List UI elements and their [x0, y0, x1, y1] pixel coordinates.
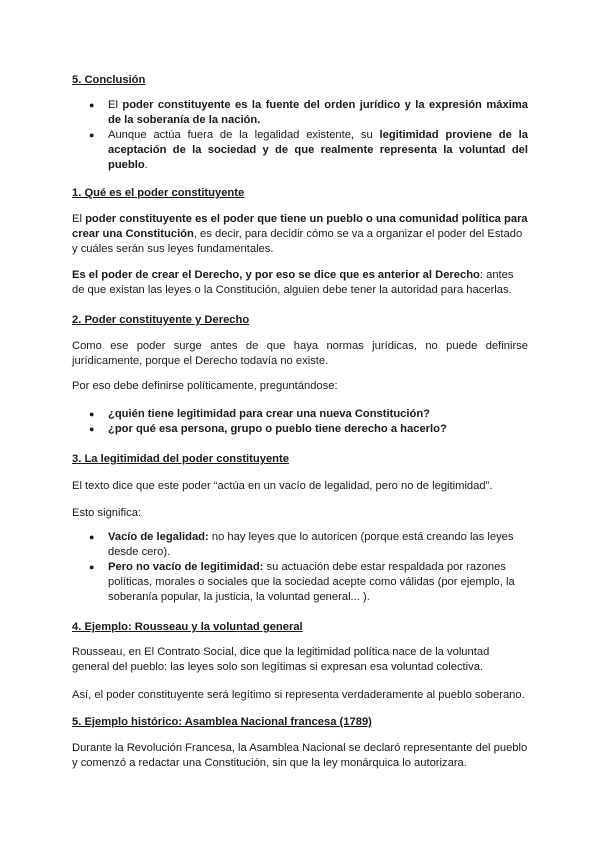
- paragraph: Es el poder de crear el Derecho, y por eso se dice que es anterior al Derecho: antes de que existan las leyes o la Constitución, alguien debe tener la autoridad para hacerlas.: [72, 269, 514, 296]
- list-item: ● El poder constituyente es la fuente del orden jurídico y la expresión máxima de la soberanía de la nación.: [72, 98, 528, 128]
- list-item: ● ¿por qué esa persona, grupo o pueblo tiene derecho a hacerlo?: [72, 422, 528, 437]
- paragraph: El texto dice que este poder “actúa en un vacío de legalidad, pero no de legitimidad”.: [72, 480, 493, 492]
- paragraph: Así, el poder constituyente será legítimo si representa verdaderamente al pueblo soberano.: [72, 689, 525, 701]
- section-heading: 3. La legitimidad del poder constituyente: [72, 453, 289, 465]
- conclusion-heading: 5. Conclusión: [72, 74, 146, 86]
- section-heading: 4. Ejemplo: Rousseau y la voluntad general: [72, 621, 303, 633]
- paragraph: El poder constituyente es el poder que tiene un pueblo o una comunidad política para crear una Constitución, es decir, para decidir cómo se va a organizar el poder del Estado y cuáles serán sus leyes fundamentales.: [72, 213, 528, 255]
- list-item: ● Aunque actúa fuera de la legalidad existente, su legitimidad proviene de la aceptación de la sociedad y de que realmente representa la voluntad del pueblo.: [72, 128, 528, 173]
- list-item: ● ¿quién tiene legitimidad para crear una nueva Constitución?: [72, 407, 528, 422]
- section-heading: 2. Poder constituyente y Derecho: [72, 314, 250, 326]
- list-item: ● Vacío de legalidad: no hay leyes que lo autoricen (porque está creando las leyes desde cero).: [72, 530, 528, 560]
- section-heading: 1. Qué es el poder constituyente: [72, 187, 245, 199]
- paragraph: Como ese poder surge antes de que haya normas jurídicas, no puede definirse jurídicamente, porque el Derecho todavía no existe.: [72, 340, 528, 367]
- section-heading: 5. Ejemplo histórico: Asamblea Nacional francesa (1789): [72, 716, 372, 728]
- paragraph: Durante la Revolución Francesa, la Asamblea Nacional se declaró representante del pueblo y comenzó a redactar una Constitución, sin que la ley monárquica lo autorizara.: [72, 742, 528, 769]
- paragraph: Por eso debe definirse políticamente, preguntándose:: [72, 380, 338, 392]
- list-item: ● Pero no vacío de legitimidad: su actuación debe estar respaldada por razones políticas, morales o sociales que la sociedad acepte como válidas (por ejemplo, la soberanía popular, la justicia, la voluntad general... ).: [72, 560, 528, 605]
- question-list: [72, 407, 528, 437]
- meaning-list: [72, 530, 528, 605]
- paragraph: Rousseau, en El Contrato Social, dice que la legitimidad política nace de la voluntad general del pueblo: las leyes solo son legítimas si expresan esa voluntad colectiva.: [72, 646, 490, 673]
- conclusion-list: [72, 98, 528, 173]
- paragraph: Esto significa:: [72, 507, 142, 519]
